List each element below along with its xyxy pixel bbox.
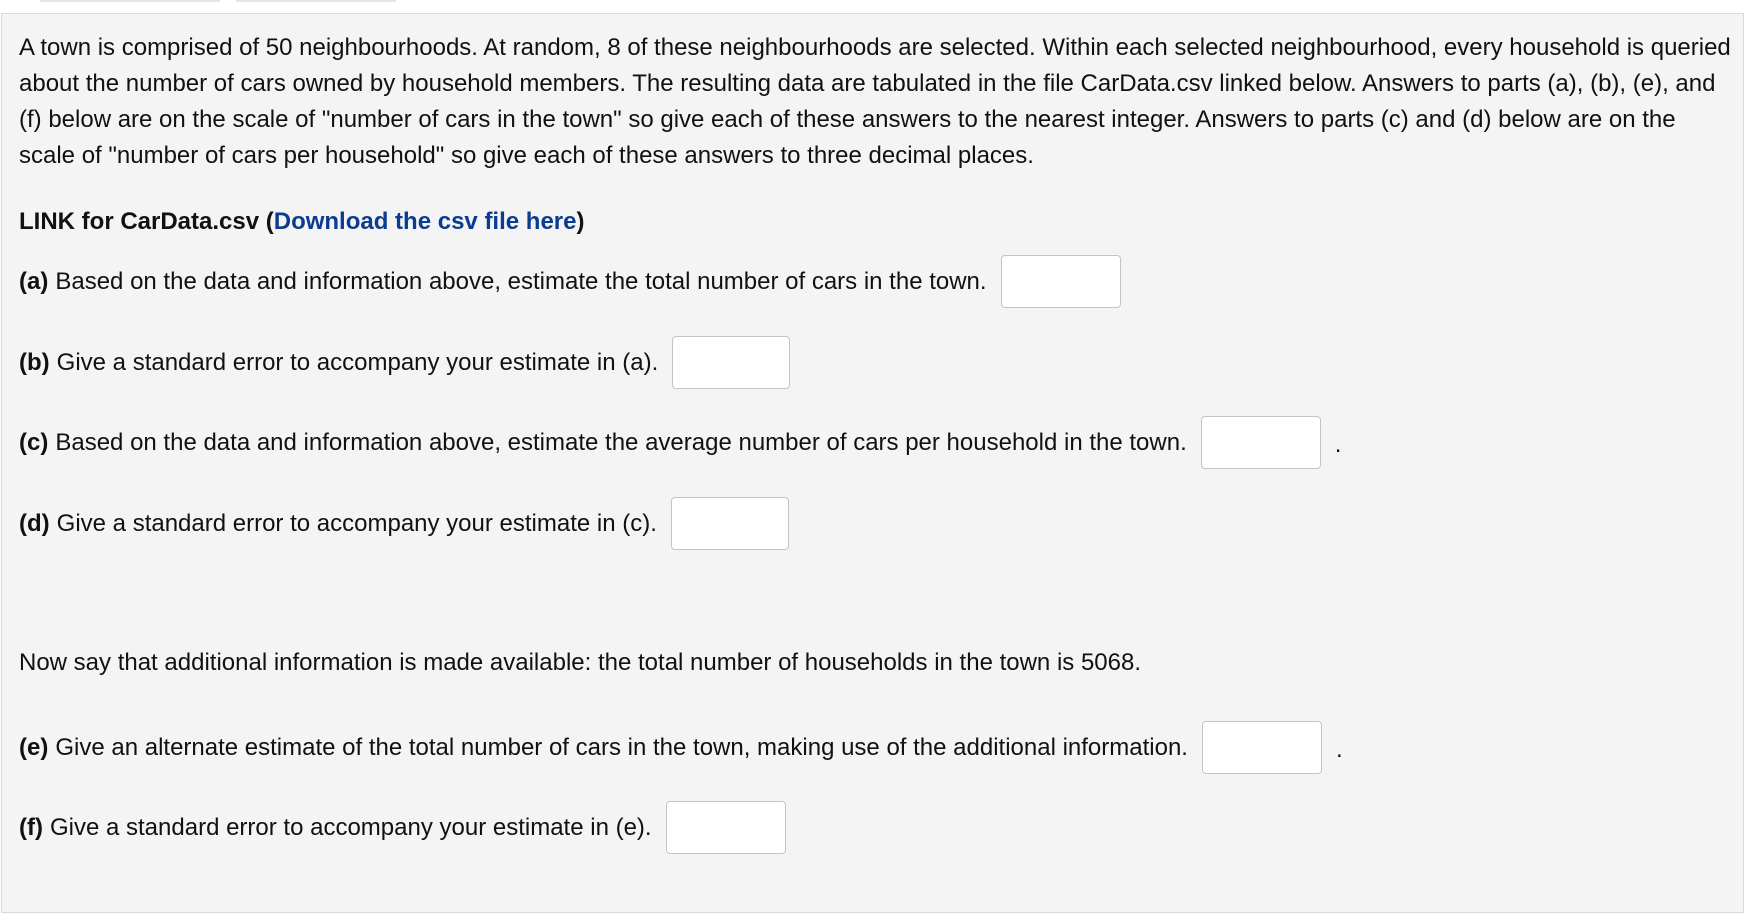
- question-label: (a): [19, 267, 49, 295]
- trailing-period: .: [1334, 430, 1342, 458]
- question-e: [19, 721, 1343, 774]
- download-csv-link[interactable]: Download the csv file here: [273, 208, 577, 235]
- question-label: (f): [19, 813, 43, 841]
- question-label: (c): [19, 428, 49, 456]
- question-b: [19, 336, 790, 389]
- question-text: Give a standard error to accompany your estimate in (e).: [49, 813, 652, 841]
- question-d: [19, 497, 789, 550]
- link-suffix: ): [576, 208, 585, 235]
- csv-link-line: [19, 204, 584, 240]
- problem-statement: A town is comprised of 50 neighbourhoods. At random, 8 of these neighbourhoods are selected. Within each selected neighbourhood, every household is queried about the number of cars owned by household members. The resulting data are tabulated in the file CarData.csv linked below. Answers to parts (a), (b), (e), and (f) below are on the scale of "number of cars in the town" so give each of these answers to the nearest integer. Answers to parts (c) and (d) below are on the scale of "number of cars per household" so give each of these answers to three decimal places.: [19, 34, 1731, 169]
- question-f: [19, 801, 786, 854]
- question-text: Give an alternate estimate of the total number of cars in the town, making use of the additional information.: [55, 733, 1188, 761]
- question-label: (d): [19, 509, 50, 537]
- top-strip: [0, 0, 1746, 12]
- question-text: Based on the data and information above, estimate the average number of cars per household in the town.: [55, 428, 1187, 456]
- additional-info: Now say that additional information is made available: the total number of households in the town is 5068.: [19, 649, 1141, 676]
- question-c: [19, 416, 1341, 469]
- answer-a-input[interactable]: [1001, 255, 1121, 308]
- answer-d-input[interactable]: [671, 497, 789, 550]
- question-label: (e): [19, 733, 49, 761]
- question-label: (b): [19, 348, 50, 376]
- answer-b-input[interactable]: [672, 336, 790, 389]
- question-text: Give a standard error to accompany your estimate in (c).: [56, 509, 657, 537]
- answer-e-input[interactable]: [1202, 721, 1322, 774]
- trailing-period: .: [1335, 735, 1343, 763]
- answer-f-input[interactable]: [666, 801, 786, 854]
- question-text: Based on the data and information above, estimate the total number of cars in the town.: [55, 267, 987, 295]
- question-text: Give a standard error to accompany your estimate in (a).: [56, 348, 659, 376]
- answer-c-input[interactable]: [1201, 416, 1321, 469]
- tab-stub: [236, 0, 396, 2]
- tab-stub: [40, 0, 220, 2]
- question-a: [19, 255, 1121, 308]
- link-prefix: LINK for CarData.csv (: [19, 208, 274, 235]
- question-panel: [1, 13, 1744, 913]
